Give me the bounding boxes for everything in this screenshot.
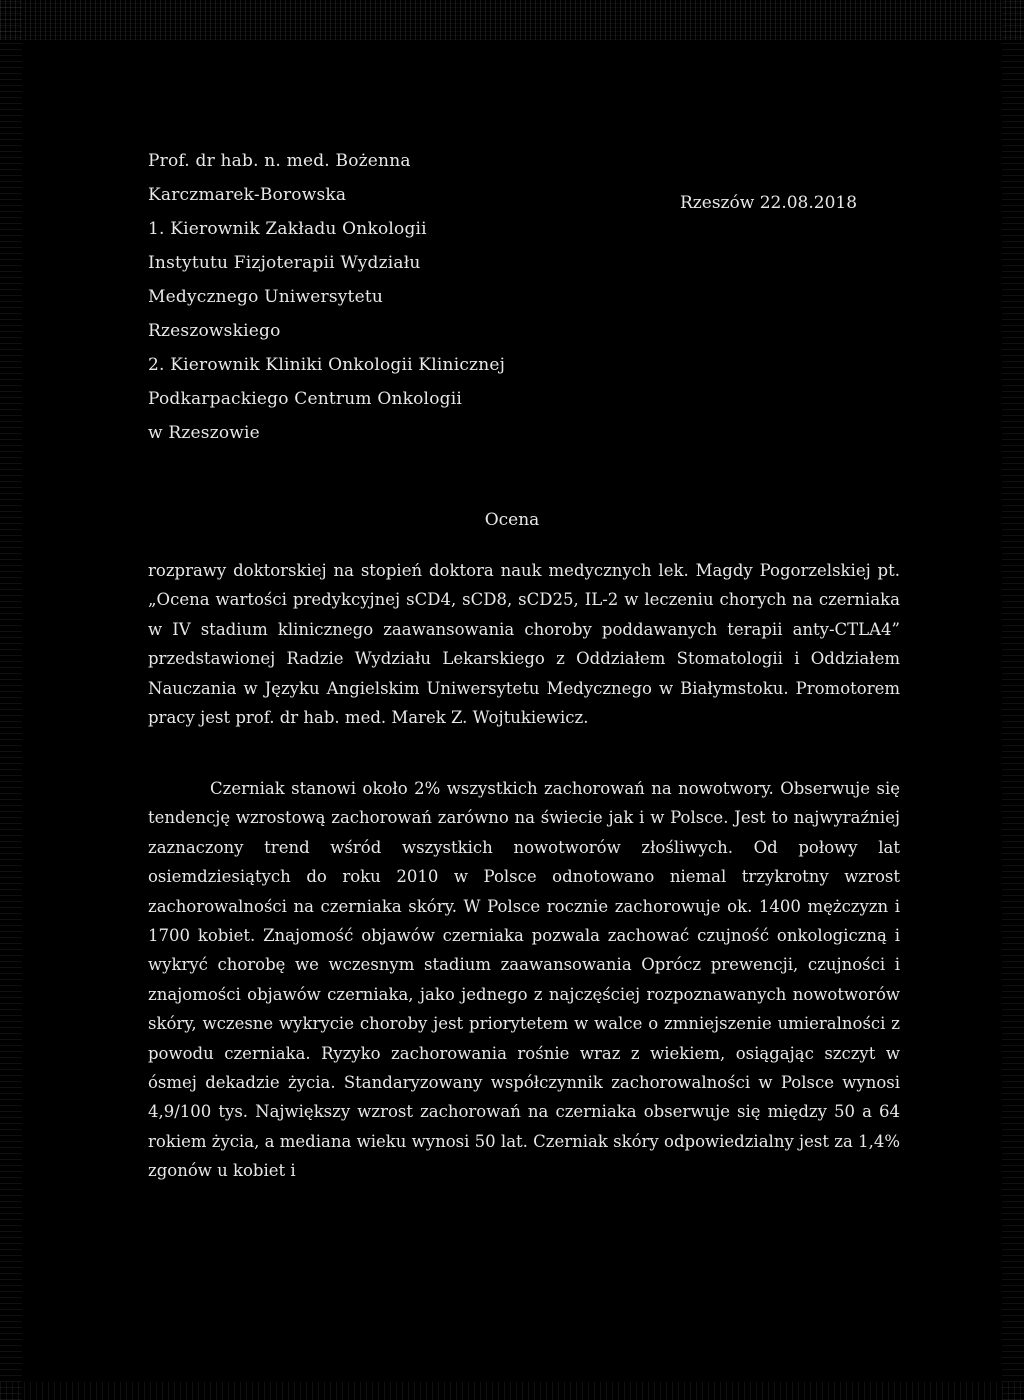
author-line: Karczmarek-Borowska <box>148 185 347 205</box>
affiliation-line: w Rzeszowie <box>148 423 260 443</box>
author-line: Prof. dr hab. n. med. Bożenna <box>148 151 411 171</box>
affiliation-line: Podkarpackiego Centrum Onkologii <box>148 389 462 409</box>
author-affiliation-block <box>148 144 588 450</box>
scan-noise-bottom <box>0 1382 1024 1400</box>
document-heading: Ocena <box>484 510 540 530</box>
body-paragraph: Czerniak stanowi około 2% wszystkich zachorowań na nowotwory. Obserwuje się tendencję wzrostową zachorowań zarówno na świecie jak i w Polsce. Jest to najwyraźniej zaznaczony trend wśród wszystkich nowotworów złośliwych. Od połowy lat osiemdziesiątych do roku 2010 w Polsce odnotowano niemal trzykrotny wzrost zachorowalności na czerniaka skóry. W Polsce rocznie zachorowuje ok. 1400 mężczyzn i 1700 kobiet. Znajomość objawów czerniaka pozwala zachować czujność onkologiczną i wykryć chorobę we wczesnym stadium zaawansowania Oprócz prewencji, czujności i znajomości objawów czerniaka, jako jednego z najczęściej rozpoznawanych nowotworów skóry, wczesne wykrycie choroby jest priorytetem w walce o zmniejszenie umieralności z powodu czerniaka. Ryzyko zachorowania rośnie wraz z wiekiem, osiągając szczyt w ósmej dekadzie życia. Standaryzowany współczynnik zachorowalności w Polsce wynosi 4,9/100 tys. Największy wzrost zachorowań na czerniaka obserwuje się między 50 a 64 rokiem życia, a mediana wieku wynosi 50 lat. Czerniak skóry odpowiedzialny jest za 1,4% zgonów u kobiet i <box>148 779 900 1181</box>
affiliation-line: Medycznego Uniwersytetu <box>148 287 384 307</box>
affiliation-line: Instytutu Fizjoterapii Wydziału <box>148 253 421 273</box>
scan-noise-right <box>1002 0 1024 1400</box>
affiliation-line: Rzeszowskiego <box>148 321 281 341</box>
intro-paragraph: rozprawy doktorskiej na stopień doktora nauk medycznych lek. Magdy Pogorzelskiej pt. „Ocena wartości predykcyjnej sCD4, sCD8, sCD25, IL-2 w leczeniu chorych na czerniaka w IV stadium klinicznego zaawansowania choroby poddawanych terapii anty-CTLA4” przedstawionej Radzie Wydziału Lekarskiego z Oddziałem Stomatologii i Oddziałem Nauczania w Języku Angielskim Uniwersytetu Medycznego w Białymstoku. Promotorem pracy jest prof. dr hab. med. Marek Z. Wojtukiewicz. <box>148 561 900 728</box>
place-date: Rzeszów 22.08.2018 <box>680 193 858 213</box>
scan-noise-top <box>0 0 1024 40</box>
affiliation-line: 1. Kierownik Zakładu Onkologii <box>148 219 427 239</box>
affiliation-line: 2. Kierownik Kliniki Onkologii Klinicznej <box>148 355 506 375</box>
scan-noise-left <box>0 0 22 1400</box>
